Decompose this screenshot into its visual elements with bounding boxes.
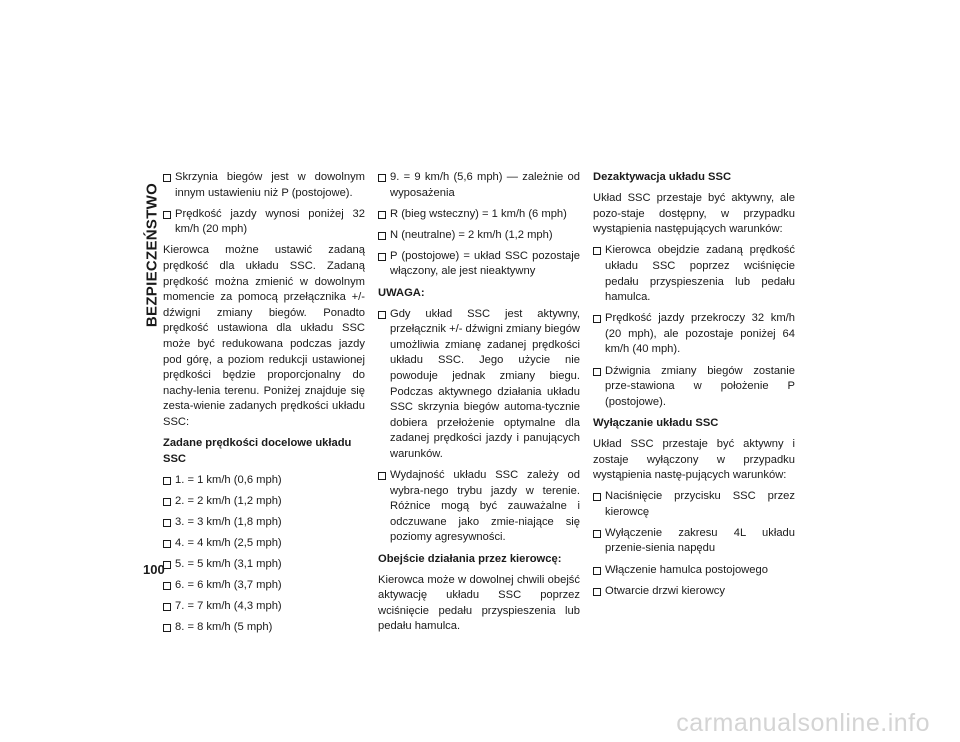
column-3 xyxy=(593,170,795,605)
conditions-list xyxy=(163,170,365,238)
list-item: Otwarcie drzwi kierowcy xyxy=(593,584,795,600)
list-item: Wyłączenie zakresu 4L układu przenie-sienia napędu xyxy=(593,526,795,557)
list-item: Prędkość jazdy wynosi poniżej 32 km/h (20 mph) xyxy=(163,207,365,238)
section-heading: Zadane prędkości docelowe układu SSC xyxy=(163,437,352,465)
checkbox-bullet-icon xyxy=(593,567,601,575)
page-number: 100 xyxy=(143,562,165,577)
checkbox-bullet-icon xyxy=(163,540,171,548)
list-item: 8. = 8 km/h (5 mph) xyxy=(163,620,365,636)
list-item: 5. = 5 km/h (3,1 mph) xyxy=(163,557,365,573)
list-item: Naciśnięcie przycisku SSC przez kierowcę xyxy=(593,489,795,520)
column-1 xyxy=(163,170,365,641)
checkbox-bullet-icon xyxy=(593,368,601,376)
list-item: 3. = 3 km/h (1,8 mph) xyxy=(163,515,365,531)
checkbox-bullet-icon xyxy=(378,232,386,240)
list-item: 7. = 7 km/h (4,3 mph) xyxy=(163,599,365,615)
list-item: Gdy układ SSC jest aktywny, przełącznik +/- dźwigni zmiany biegów umożliwia zmianę zadanej prędkości układu SSC. Jego użycie nie powoduje jednak zmiany biegu. Podczas aktywnego działania układu SSC skrzynia biegów automa-tycznie dobiera przełożenie optymalne dla zadanej prędkości jazdy i panujących warunków. xyxy=(378,307,580,463)
speed-list-continued xyxy=(378,170,580,280)
list-item: Dźwignia zmiany biegów zostanie prze-stawiona w położenie P (postojowe). xyxy=(593,364,795,411)
list-item: 2. = 2 km/h (1,2 mph) xyxy=(163,494,365,510)
note-list xyxy=(378,307,580,546)
shutdown-list xyxy=(593,489,795,599)
list-item: Wydajność układu SSC zależy od wybra-nego trybu jazdy w terenie. Różnice mogą być zauważalne i odczuwane jako zmie-niające się poziomy agresywności. xyxy=(378,468,580,546)
note-heading: UWAGA: xyxy=(378,286,425,299)
speed-list xyxy=(163,473,365,636)
list-item: Prędkość jazdy przekroczy 32 km/h (20 mph), ale pozostaje poniżej 64 km/h (40 mph). xyxy=(593,311,795,358)
section-label-text: BEZPIECZEŃSTWO xyxy=(143,182,161,328)
section-heading: Obejście działania przez kierowcę: xyxy=(378,552,562,565)
list-item: Włączenie hamulca postojowego xyxy=(593,563,795,579)
checkbox-bullet-icon xyxy=(163,603,171,611)
checkbox-bullet-icon xyxy=(163,498,171,506)
checkbox-bullet-icon xyxy=(163,582,171,590)
checkbox-bullet-icon xyxy=(378,472,386,480)
body-paragraph: Kierowca możne ustawić zadaną prędkość dla układu SSC. Zadaną prędkość można zmienić w dowolnym momencie za pomocą przełącznika +/- dźwigni zmiany biegów. Ponadto prędkość ustawiona dla układu SSC może być redukowana podczas jazdy pod górę, a poziom redukcji ustawionej prędkości będzie proporcjonalny do nachy-lenia terenu. Poniżej znajduje się zesta-wienie zadanych prędkości układu SSC: xyxy=(163,244,365,428)
section-heading: Wyłączanie układu SSC xyxy=(593,416,719,429)
checkbox-bullet-icon xyxy=(163,174,171,182)
list-item: R (bieg wsteczny) = 1 km/h (6 mph) xyxy=(378,207,580,223)
checkbox-bullet-icon xyxy=(163,477,171,485)
checkbox-bullet-icon xyxy=(378,311,386,319)
list-item: P (postojowe) = układ SSC pozostaje włączony, ale jest nieaktywny xyxy=(378,249,580,280)
body-paragraph: Układ SSC przestaje być aktywny i zostaje wyłączony w przypadku wystąpienia nastę-pujących warunków: xyxy=(593,437,795,482)
body-paragraph: Kierowca może w dowolnej chwili obejść aktywację układu SSC poprzez wciśnięcie pedału przyspieszenia lub pedału hamulca. xyxy=(378,573,580,633)
checkbox-bullet-icon xyxy=(163,624,171,632)
checkbox-bullet-icon xyxy=(593,588,601,596)
checkbox-bullet-icon xyxy=(163,519,171,527)
checkbox-bullet-icon xyxy=(593,530,601,538)
body-paragraph: Układ SSC przestaje być aktywny, ale pozo-staje dostępny, w przypadku wystąpienia następujących warunków: xyxy=(593,192,795,236)
checkbox-bullet-icon xyxy=(593,247,601,255)
list-item: Kierowca obejdzie zadaną prędkość układu SSC poprzez wciśnięcie pedału przyspieszenia lub pedału hamulca. xyxy=(593,243,795,305)
checkbox-bullet-icon xyxy=(163,211,171,219)
checkbox-bullet-icon xyxy=(378,211,386,219)
list-item: 4. = 4 km/h (2,5 mph) xyxy=(163,536,365,552)
list-item: 9. = 9 km/h (5,6 mph) — zależnie od wyposażenia xyxy=(378,170,580,201)
section-heading: Dezaktywacja układu SSC xyxy=(593,171,732,183)
list-item: Skrzynia biegów jest w dowolnym innym ustawieniu niż P (postojowe). xyxy=(163,170,365,201)
list-item: 6. = 6 km/h (3,7 mph) xyxy=(163,578,365,594)
checkbox-bullet-icon xyxy=(593,493,601,501)
list-item: N (neutralne) = 2 km/h (1,2 mph) xyxy=(378,228,580,244)
checkbox-bullet-icon xyxy=(378,174,386,182)
deactivation-list xyxy=(593,243,795,410)
watermark: carmanualsonline.info xyxy=(676,709,930,737)
column-2 xyxy=(378,170,580,641)
checkbox-bullet-icon xyxy=(378,253,386,261)
list-item: 1. = 1 km/h (0,6 mph) xyxy=(163,473,365,489)
section-side-label xyxy=(142,180,162,330)
checkbox-bullet-icon xyxy=(593,315,601,323)
